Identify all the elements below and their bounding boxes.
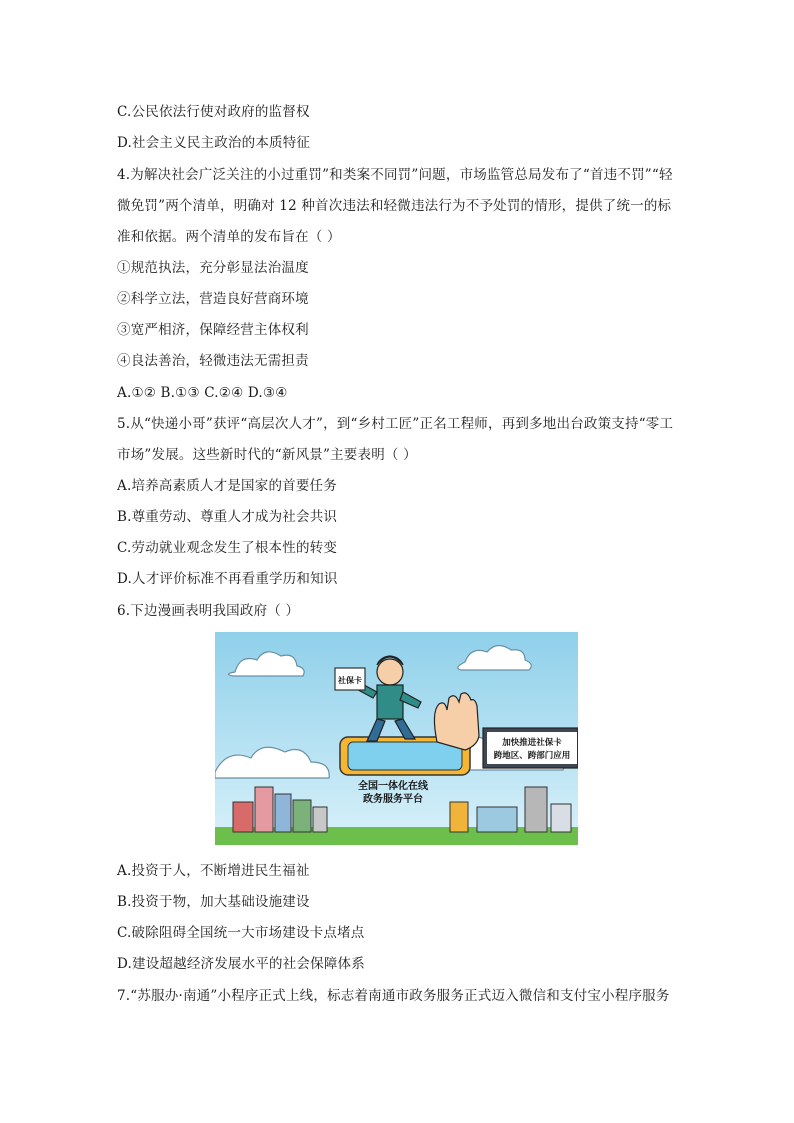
option-5c: C.劳动就业观念发生了根本性的转变	[117, 540, 338, 556]
platform-label-1: 全国一体化在线	[358, 781, 428, 792]
option-3d: D.社会主义民主政治的本质特征	[117, 135, 311, 151]
question-4-line-1: 4.为解决社会广泛关注的小过重罚”和类案不同罚”问题，市场监管总局发布了“首违不罚”“轻	[117, 167, 673, 183]
question-5-line-2: 市场”发展。这些新时代的“新风景”主要表明（ ）	[117, 447, 417, 463]
option-3c: C.公民依法行使对政府的监督权	[117, 104, 310, 120]
statement-4-3: ③宽严相济，保障经营主体权利	[117, 322, 309, 338]
option-5b: B.尊重劳动、尊重人才成为社会共识	[117, 509, 338, 525]
option-6a: A.投资于人，不断增进民生福祉	[117, 863, 310, 879]
option-5d: D.人才评价标准不再看重学历和知识	[117, 571, 338, 587]
question-4-line-2: 微免罚”两个清单，明确对 12 种首次违法和轻微违法行为不予处罚的情形，提供了统一的标	[117, 198, 672, 214]
option-6d: D.建设超越经济发展水平的社会保障体系	[117, 956, 365, 972]
platform-label-2: 政务服务平台	[363, 794, 423, 805]
option-6b: B.投资于物，加大基础设施建设	[117, 894, 310, 910]
question-7-line-1: 7.“苏服办·南通”小程序正式上线，标志着南通市政务服务正式迈入微信和支付宝小程序服务	[117, 988, 670, 1004]
sign-label-1: 加快推进社保卡	[502, 738, 562, 748]
card-label: 社保卡	[338, 676, 362, 685]
sign-label-2: 跨地区、跨部门应用	[493, 751, 571, 761]
cartoon-illustration	[215, 632, 578, 845]
options-4: A.①② B.①③ C.②④ D.③④	[117, 385, 288, 401]
question-5-line-1: 5.从“快递小哥”获评“高层次人才”，到“乡村工匠”正名工程师，再到多地出台政策支持“零工	[117, 416, 674, 432]
statement-4-1: ①规范执法，充分彰显法治温度	[117, 260, 309, 276]
option-6c: C.破除阻碍全国统一大市场建设卡点堵点	[117, 925, 365, 941]
statement-4-2: ②科学立法，营造良好营商环境	[117, 291, 309, 307]
option-5a: A.培养高素质人才是国家的首要任务	[117, 478, 337, 494]
statement-4-4: ④良法善治，轻微违法无需担责	[117, 353, 309, 369]
question-6: 6.下边漫画表明我国政府（ ）	[117, 603, 300, 619]
question-4-line-3: 准和依据。两个清单的发布旨在（ ）	[117, 229, 341, 245]
